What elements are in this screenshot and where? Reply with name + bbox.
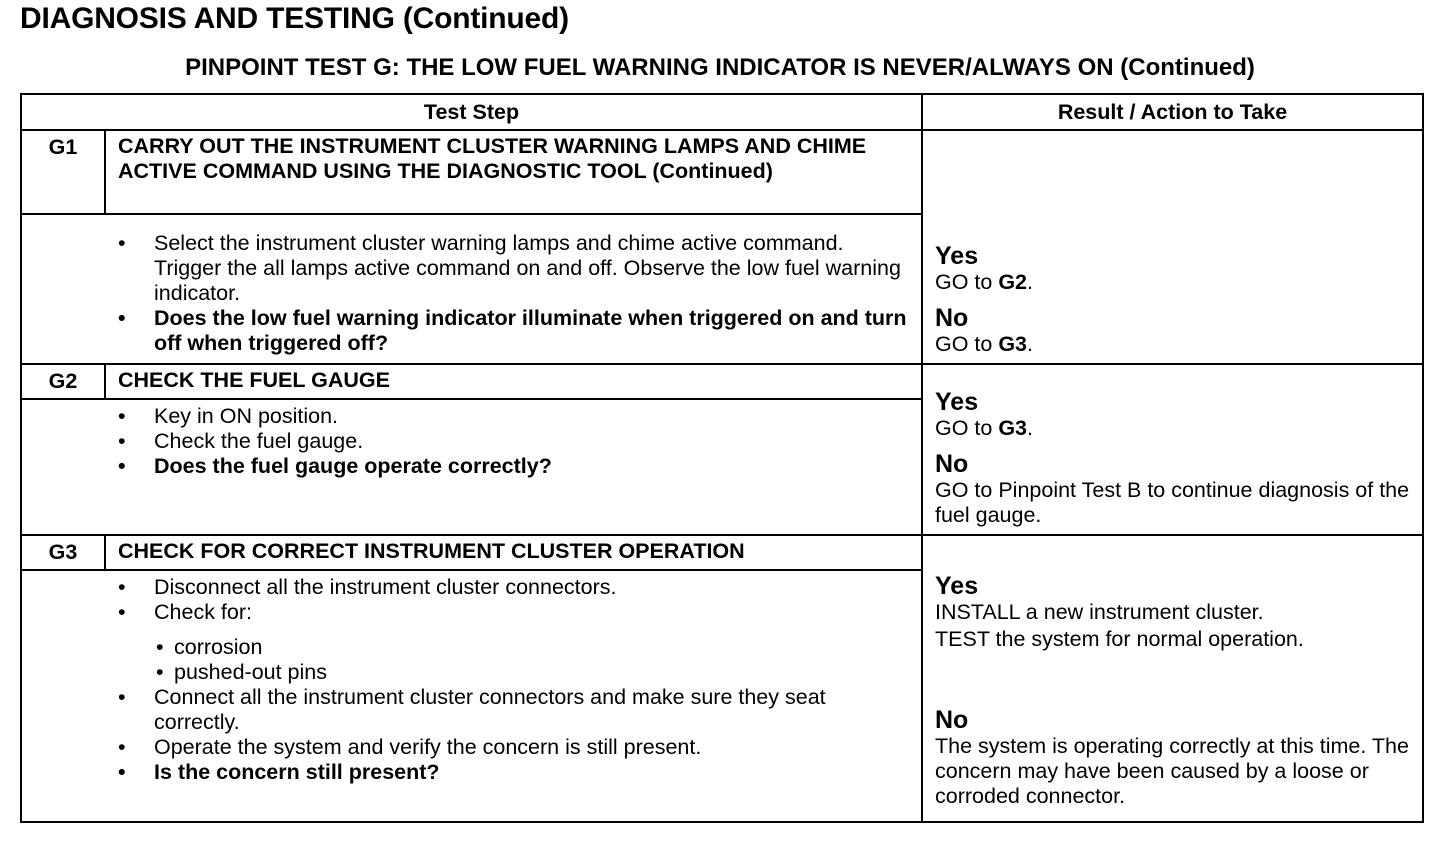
bullet-item: • Disconnect all the instrument cluster connectors. [22,575,911,600]
step-g2-title-row [21,364,1423,399]
step-body-g2 [21,399,922,535]
header-result-action: Result / Action to Take [922,94,1423,130]
result-yes-label: Yes [935,572,979,600]
result-yes-line: TEST the system for normal operation. [935,627,1304,651]
result-g3 [922,535,1423,822]
page-title: DIAGNOSIS AND TESTING (Continued) [20,2,569,35]
step-g1-title-row [21,130,1423,214]
sub-bullet-item: • corrosion [154,635,911,660]
bullet-item: • Connect all the instrument cluster connectors and make sure they seat correctly. [22,685,911,735]
bullet-item: • Check for: • corrosion • pushed-out pins [22,600,911,685]
result-yes-label: Yes [935,242,979,270]
bullet-item: • Key in ON position. [22,404,911,429]
result-yes-label: Yes [935,388,979,416]
result-no-text: GO to Pinpoint Test B to continue diagnosis of the fuel gauge. [935,478,1410,527]
result-g2 [922,364,1423,535]
bullet-question: • Is the concern still present? [22,760,911,785]
sub-bullet-item: • pushed-out pins [154,660,911,685]
result-no-label: No [935,450,969,478]
step-body-g3 [21,570,922,822]
bullet-item: • Check the fuel gauge. [22,429,911,454]
header-test-step: Test Step [21,94,922,130]
result-yes-line: INSTALL a new instrument cluster. [935,600,1264,624]
step-id-g1: G1 [21,130,105,214]
result-no-label: No [935,304,969,332]
bullet-item: • Operate the system and verify the concern is still present. [22,735,911,760]
step-ref-g3: G3 [998,416,1028,440]
step-title-g1: CARRY OUT THE INSTRUMENT CLUSTER WARNING LAMPS AND CHIME ACTIVE COMMAND USING THE DIAGNOSTIC TOOL (Continued) [105,130,922,214]
result-no-label: No [935,706,969,734]
step-ref-g3: G3 [998,332,1028,356]
step-g3-title-row [21,535,1423,570]
pinpoint-test-table [20,93,1424,823]
step-id-g3: G3 [21,535,105,570]
step-id-g2: G2 [21,364,105,399]
sub-bullet-list [154,635,911,685]
result-yes-text: GO to G2. [935,270,1033,294]
result-no-text: GO to G3. [935,332,1033,356]
result-g1 [922,130,1423,364]
pinpoint-test-title: PINPOINT TEST G: THE LOW FUEL WARNING INDICATOR IS NEVER/ALWAYS ON (Continued) [185,54,1255,81]
step-body-g1 [21,214,922,364]
step-ref-g2: G2 [998,270,1028,294]
table-header-row [21,94,1423,130]
result-yes-text: GO to G3. [935,416,1033,440]
result-no-text: The system is operating correctly at this time. The concern may have been caused by a loose or corroded connector. [935,734,1409,808]
step-title-g2: CHECK THE FUEL GAUGE [105,364,922,399]
bullet-question: • Does the low fuel warning indicator illuminate when triggered on and turn off when triggered off? [22,306,911,356]
step-title-g3: CHECK FOR CORRECT INSTRUMENT CLUSTER OPERATION [105,535,922,570]
bullet-item: • Select the instrument cluster warning lamps and chime active command. Trigger the all lamps active command on and off. Observe the low fuel warning indicator. [22,231,911,306]
bullet-question: • Does the fuel gauge operate correctly? [22,454,911,479]
